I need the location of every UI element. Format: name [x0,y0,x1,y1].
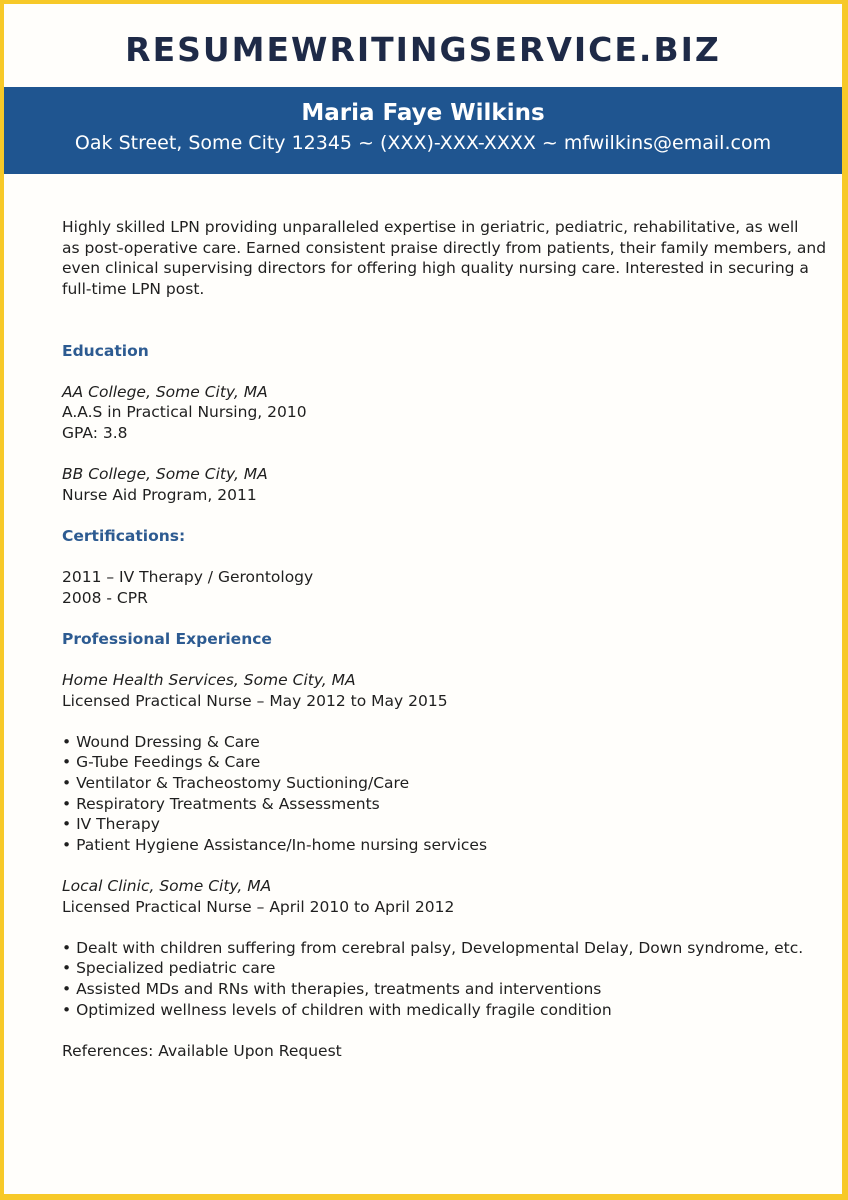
summary-line: as post-operative care. Earned consistent praise directly from patients, their family members, and [62,238,827,257]
job-title: Licensed Practical Nurse – May 2012 to May 2015 [62,691,448,710]
job-employer: Home Health Services, Some City, MA [62,671,356,690]
certifications-heading: Certifications: [62,526,186,545]
summary-line: even clinical supervising directors for offering high quality nursing care. Interested in securing a [62,259,809,278]
experience-heading: Professional Experience [62,629,272,648]
resume-page [4,4,842,1194]
job-bullet: • Assisted MDs and RNs with therapies, treatments and interventions [62,979,602,998]
certification-item: 2008 - CPR [62,588,148,607]
contact-line: Oak Street, Some City 12345 ~ (XXX)-XXX-XXXX ~ mfwilkins@email.com [74,132,772,154]
education-heading: Education [62,341,149,360]
job-bullet: • G-Tube Feedings & Care [62,753,261,772]
job-bullet: • IV Therapy [62,815,160,834]
education-degree: A.A.S in Practical Nursing, 2010 [62,403,307,422]
resume-content [62,217,827,1061]
job-bullet: • Ventilator & Tracheostomy Suctioning/Care [62,774,410,793]
candidate-name: Maria Faye Wilkins [301,100,545,126]
education-degree: Nurse Aid Program, 2011 [62,485,257,504]
education-gpa: GPA: 3.8 [62,423,128,442]
references-line: References: Available Upon Request [62,1041,342,1060]
brand-title: RESUMEWRITINGSERVICE.BIZ [125,30,721,69]
education-school: BB College, Some City, MA [62,465,268,484]
job-bullet: • Wound Dressing & Care [62,732,260,751]
job-employer: Local Clinic, Some City, MA [62,877,272,895]
summary-paragraph [62,217,827,299]
summary-line: full-time LPN post. [62,279,205,298]
job-bullet: • Patient Hygiene Assistance/In-home nursing services [62,835,488,854]
header-banner [4,87,842,174]
certification-item: 2011 – IV Therapy / Gerontology [62,568,314,587]
job-bullet: • Specialized pediatric care [62,959,276,978]
job-bullet: • Respiratory Treatments & Assessments [62,794,380,813]
job-bullet: • Dealt with children suffering from cerebral palsy, Developmental Delay, Down syndrome, etc. [62,938,804,957]
job-title: Licensed Practical Nurse – April 2010 to April 2012 [62,897,455,916]
summary-line: Highly skilled LPN providing unparalleled expertise in geriatric, pediatric, rehabilitative, as well [62,218,799,236]
job-bullet: • Optimized wellness levels of children with medically fragile condition [62,1000,612,1019]
education-school: AA College, Some City, MA [62,382,268,401]
